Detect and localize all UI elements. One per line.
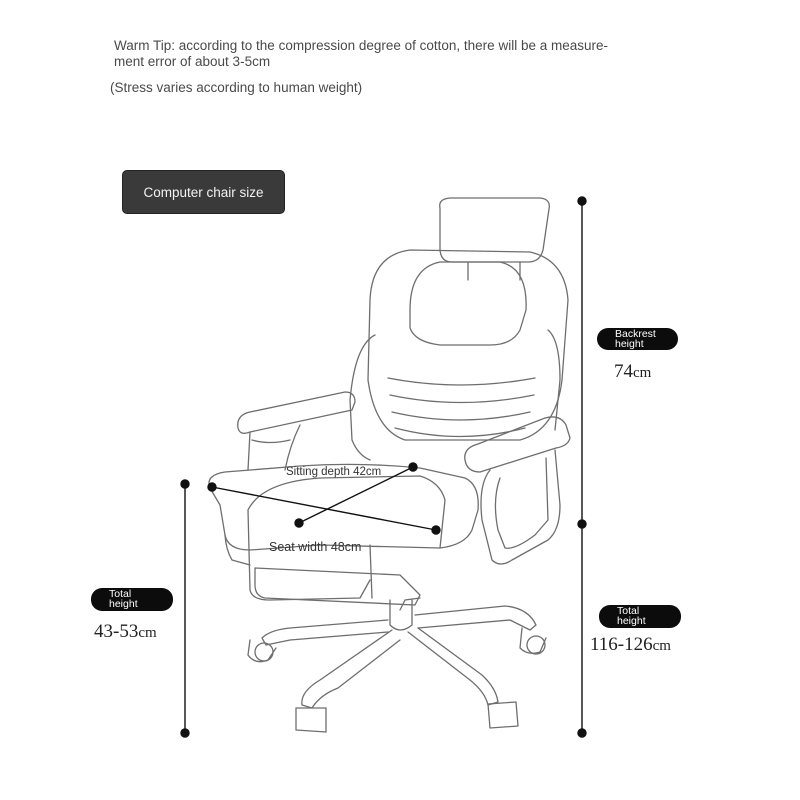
- caster-front-right: [488, 702, 518, 728]
- seat-height-label-1: Total: [109, 588, 132, 600]
- seat-width-label: Seat width 48cm: [269, 540, 362, 554]
- total-height-value: [590, 634, 671, 656]
- backrest-height-pill: [597, 328, 678, 350]
- left-armrest-support: [248, 425, 300, 470]
- stress-note: (Stress varies according to human weight): [110, 80, 363, 95]
- backrest-band-3: [392, 412, 530, 420]
- seat-height-label-2: height: [109, 598, 138, 610]
- base-leg-right: [415, 606, 536, 630]
- right-armrest: [465, 417, 570, 472]
- total-height-label-2: height: [617, 615, 646, 627]
- seat-width-left-dot: [208, 483, 216, 491]
- seat-center-seam: [370, 545, 372, 598]
- backrest-height-number: 74: [614, 361, 633, 382]
- sitting-depth-label: Sitting depth 42cm: [286, 466, 382, 478]
- total-height-unit: cm: [652, 638, 671, 654]
- seat-width-line: [212, 487, 436, 530]
- seat-width-right-dot: [432, 526, 440, 534]
- total-height-pill: [599, 605, 681, 628]
- backrest-right-wing: [548, 330, 560, 430]
- sitting-depth-back-dot: [409, 463, 417, 471]
- base-leg-front-right: [408, 628, 498, 705]
- total-height-number: 116-126: [590, 634, 653, 655]
- dimension-markers: [181, 197, 586, 737]
- caster-right: [520, 628, 546, 653]
- backrest-bottom-dot: [578, 520, 586, 528]
- backrest-height-label-2: height: [615, 338, 644, 350]
- backrest-band-2: [390, 395, 534, 403]
- seat-front-panel: [248, 476, 445, 600]
- seat-height-pill: [91, 588, 173, 611]
- seat-height-top-dot: [181, 480, 189, 488]
- sitting-depth-front-dot: [295, 519, 303, 527]
- total-height-label-1: Total: [617, 605, 640, 617]
- chair-size-title-text: Computer chair size: [143, 184, 264, 200]
- backrest-top-dot: [578, 197, 586, 205]
- backrest-band-1: [388, 378, 535, 385]
- warm-tip-line-1: Warm Tip: according to the compression degree of cotton, there will be a measure-: [114, 38, 608, 53]
- seat-height-value: [94, 621, 157, 643]
- backrest-height-unit: cm: [633, 365, 652, 381]
- warm-tip-line-2: ment error of about 3-5cm: [114, 54, 271, 69]
- backrest-band-4: [395, 428, 525, 437]
- seat-height-unit: cm: [138, 625, 157, 641]
- left-floor-dot: [181, 729, 189, 737]
- seat-height-number: 43-53: [94, 621, 139, 642]
- backrest-height-label-1: Backrest: [615, 328, 656, 340]
- left-armrest: [238, 392, 355, 433]
- right-floor-dot: [578, 729, 586, 737]
- backrest-height-value: [614, 361, 651, 383]
- right-armrest-inner: [495, 458, 548, 548]
- chair-outline: [209, 198, 570, 732]
- base-leg-front-left: [302, 630, 400, 708]
- base-leg-left: [262, 620, 388, 645]
- caster-left-wheel: [255, 643, 273, 661]
- headrest-post: [468, 262, 520, 280]
- caster-front-left: [296, 708, 326, 732]
